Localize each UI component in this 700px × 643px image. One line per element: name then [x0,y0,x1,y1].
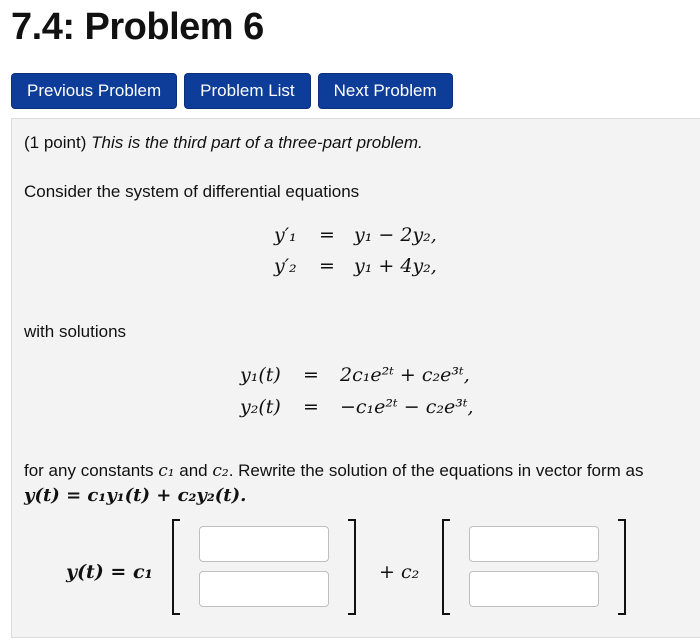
page-title: 7.4: Problem 6 [11,6,264,48]
rewrite-text-part2: . Rewrite the solution of the equations in vector form as [228,461,644,480]
problem-body [11,118,700,638]
problem-list-button[interactable]: Problem List [184,73,310,109]
consider-text: Consider the system of differential equations [24,182,360,201]
left-bracket-vector1 [172,519,180,615]
system-eq1-rhs: y₁ − 2y₂, [354,224,437,246]
right-bracket-vector2 [618,519,626,615]
system-eq2-lhs: y′₂ [274,255,297,277]
solution-eq2-equals: = [303,396,319,418]
points-label: (1 point) [24,133,87,152]
solution-eq2-lhs: y₂(t) [240,396,281,418]
system-eq1-equals: = [319,224,335,246]
solution-eq2-rhs: −c₁e²ᵗ − c₂e³ᵗ, [340,396,474,418]
rewrite-text-part1: for any constants [24,461,159,480]
left-bracket-vector2 [442,519,450,615]
system-eq1-lhs: y′₁ [274,224,297,246]
previous-problem-button[interactable]: Previous Problem [11,73,177,109]
intro-text: This is the third part of a three-part problem. [91,133,423,152]
right-bracket-vector1 [348,519,356,615]
problem-intro [24,133,423,153]
solution-eq1-equals: = [303,364,319,386]
solution-eq1-rhs: 2c₁e²ᵗ + c₂e³ᵗ, [340,364,470,386]
constant-c2: c₂ [212,461,229,481]
vector1-component2-input[interactable] [199,571,329,607]
with-solutions-text: with solutions [24,322,127,341]
answer-lhs: y(t) = c₁ [66,561,153,583]
rewrite-text [24,461,644,481]
next-problem-button[interactable]: Next Problem [318,73,453,109]
vector1-component1-input[interactable] [199,526,329,562]
vector-form-equation: y(t) = c₁y₁(t) + c₂y₂(t). [24,485,247,506]
vector2-component2-input[interactable] [469,571,599,607]
problem-navigation [11,73,453,109]
answer-plus-c2: + c₂ [379,561,420,583]
system-eq2-equals: = [319,255,335,277]
vector2-component1-input[interactable] [469,526,599,562]
rewrite-text-and: and [174,461,213,480]
solution-eq1-lhs: y₁(t) [240,364,281,386]
constant-c1: c₁ [158,461,175,481]
system-eq2-rhs: y₁ + 4y₂, [354,255,437,277]
